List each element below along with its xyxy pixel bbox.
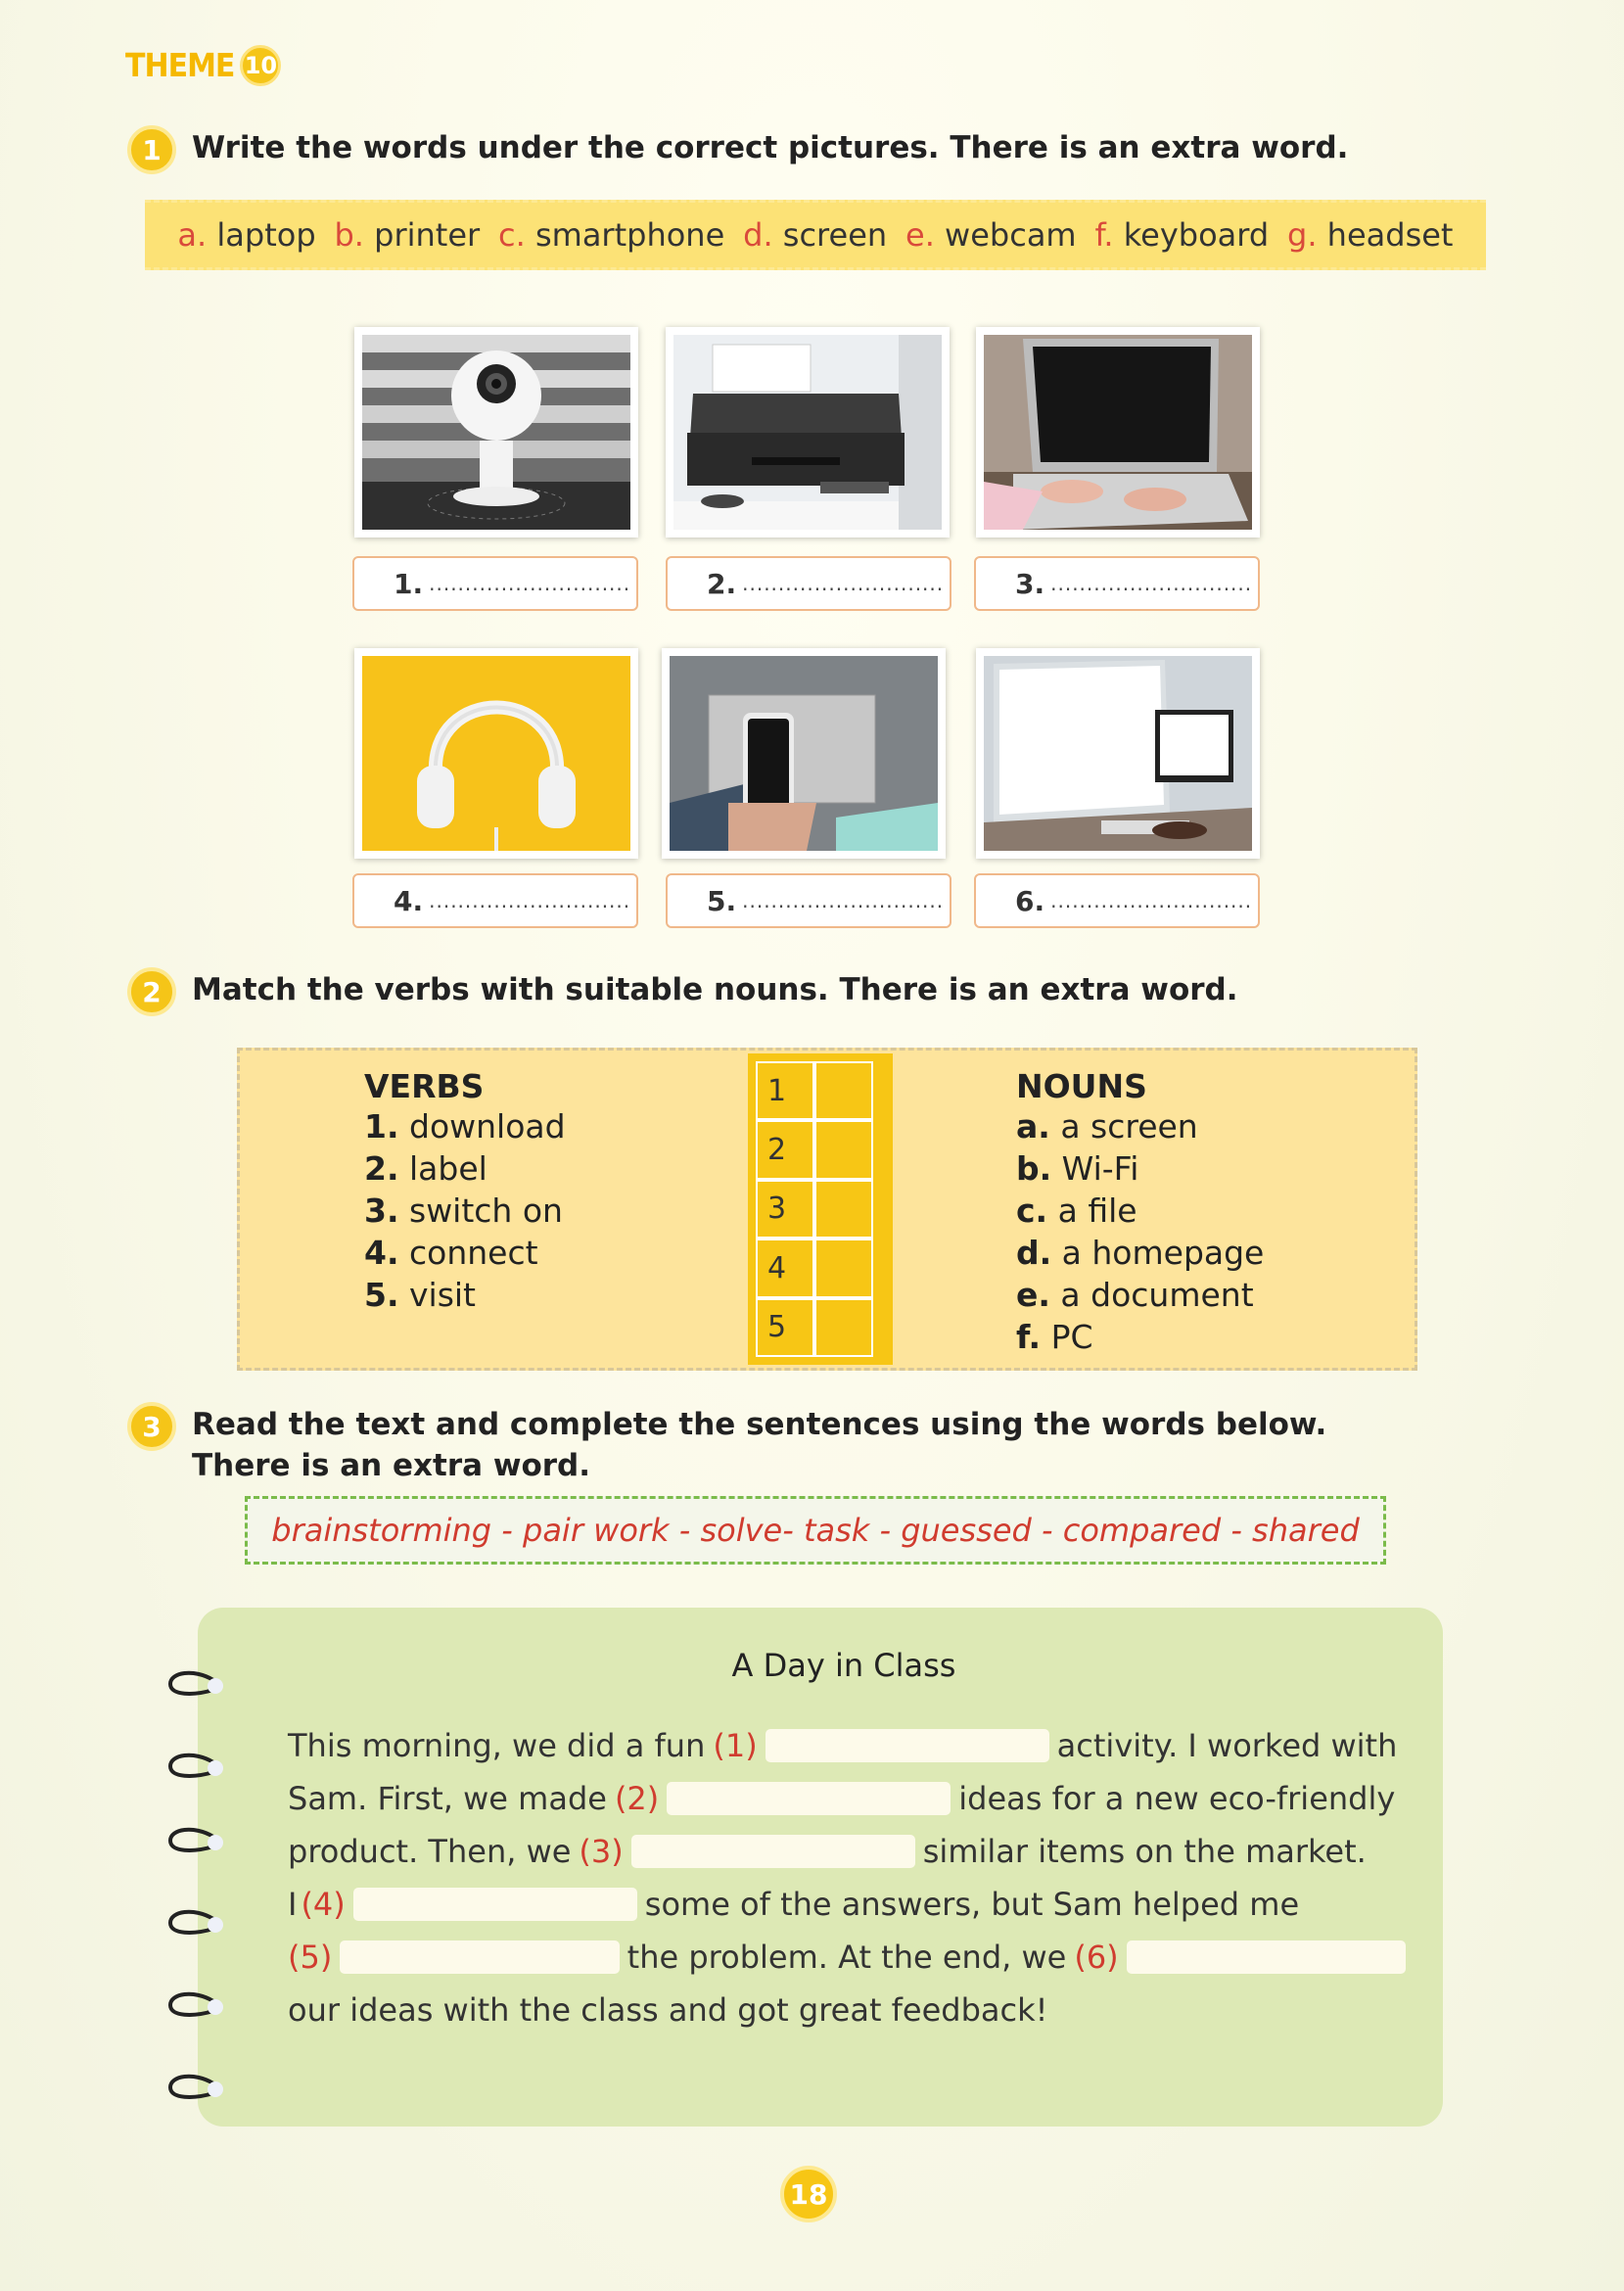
- verbs-title: VERBS: [364, 1067, 485, 1105]
- noun-item: b. Wi-Fi: [1016, 1149, 1139, 1188]
- theme-header: [125, 45, 281, 86]
- grid-answer-cell-1[interactable]: [814, 1061, 873, 1120]
- blank-number: (6): [1074, 1939, 1119, 1976]
- blank-field-5[interactable]: [340, 1940, 619, 1974]
- verb-item: 3. switch on: [364, 1192, 563, 1230]
- word-bank-item: b. printer: [334, 216, 481, 254]
- verb-item: 5. visit: [364, 1276, 476, 1314]
- laptop-picture: [976, 327, 1260, 538]
- story-line: Sam. First, we made (2) ideas for a new eco-friendly: [288, 1772, 1414, 1825]
- grid-number: 1: [756, 1061, 814, 1120]
- blank-field-2[interactable]: [667, 1782, 951, 1815]
- exercise-instruction: Match the verbs with suitable nouns. There is an extra word.: [192, 972, 1238, 1007]
- answer-field-2[interactable]: 2. ............................: [666, 556, 951, 611]
- blank-field-6[interactable]: [1127, 1940, 1406, 1974]
- verb-item: 4. connect: [364, 1234, 538, 1272]
- laptop-icon: [984, 335, 1252, 530]
- exercise-instruction: Read the text and complete the sentences using the words below. There is an extra word.: [192, 1407, 1327, 1483]
- answer-field-4[interactable]: 4. ............................: [352, 873, 638, 928]
- theme-label: THEME: [125, 46, 235, 85]
- word-bank-item: c. smartphone: [498, 216, 725, 254]
- answer-field-1[interactable]: 1. ............................: [352, 556, 638, 611]
- nouns-column: [1016, 1067, 1264, 1358]
- blank-field-3[interactable]: [631, 1835, 915, 1868]
- verb-item: 1. download: [364, 1107, 566, 1146]
- exercise-number: 3: [127, 1402, 176, 1451]
- blank-number: (4): [301, 1886, 346, 1923]
- grid-number: 2: [756, 1120, 814, 1179]
- story-line: (5) the problem. At the end, we (6): [288, 1931, 1414, 1984]
- blank-number: (3): [579, 1833, 624, 1870]
- blank-field-1[interactable]: [766, 1729, 1049, 1762]
- smartphone-icon: [670, 656, 938, 851]
- grid-number: 4: [756, 1239, 814, 1297]
- webcam-icon: [362, 335, 630, 530]
- smartphone-picture: [662, 648, 946, 859]
- noun-item: a. a screen: [1016, 1107, 1198, 1146]
- headset-icon: [362, 656, 630, 851]
- answer-grid: [748, 1053, 893, 1365]
- word-bank: [145, 200, 1486, 270]
- answer-field-6[interactable]: 6. ............................: [974, 873, 1260, 928]
- exercise-number: 2: [127, 967, 176, 1016]
- noun-item: c. a file: [1016, 1192, 1137, 1230]
- exercise-1-header: [127, 125, 1429, 174]
- spiral-ring-icon: [164, 2070, 227, 2109]
- word-bank-item: f. keyboard: [1094, 216, 1270, 254]
- blank-field-4[interactable]: [353, 1888, 637, 1921]
- screen-picture: [976, 648, 1260, 859]
- spiral-ring-icon: [164, 1749, 227, 1788]
- spiral-ring-icon: [164, 1905, 227, 1944]
- grid-answer-cell-4[interactable]: [814, 1239, 873, 1297]
- spiral-ring-icon: [164, 1987, 227, 2027]
- story-line: product. Then, we (3) similar items on the market.: [288, 1825, 1414, 1878]
- screen-icon: [984, 656, 1252, 851]
- blank-number: (2): [614, 1780, 660, 1817]
- nouns-title: NOUNS: [1016, 1067, 1147, 1105]
- word-bank-item: e. webcam: [905, 216, 1077, 254]
- printer-picture: [666, 327, 950, 538]
- headset-picture: [354, 648, 638, 859]
- story-line: This morning, we did a fun (1) activity. I worked with: [288, 1719, 1414, 1772]
- page-number: 18: [780, 2166, 837, 2222]
- answer-field-3[interactable]: 3. ............................: [974, 556, 1260, 611]
- webcam-picture: [354, 327, 638, 538]
- word-bank-item: d. screen: [743, 216, 888, 254]
- story-title: A Day in Class: [731, 1647, 956, 1684]
- exercise-number: 1: [127, 125, 176, 174]
- word-bank-item: g. headset: [1287, 216, 1454, 254]
- answer-field-5[interactable]: 5. ............................: [666, 873, 951, 928]
- story-line: our ideas with the class and got great feedback!: [288, 1991, 1048, 2029]
- noun-item: e. a document: [1016, 1276, 1254, 1314]
- story-line: I (4) some of the answers, but Sam helped me: [288, 1878, 1414, 1931]
- exercise-3-header: [127, 1402, 1429, 1486]
- word-strip: [245, 1496, 1386, 1565]
- spiral-ring-icon: [164, 1823, 227, 1862]
- story-text: [288, 1719, 1414, 2036]
- verb-item: 2. label: [364, 1149, 487, 1188]
- blank-number: (1): [713, 1727, 758, 1764]
- verbs-column: [364, 1067, 566, 1316]
- word-strip-text: brainstorming - pair work - solve- task - guessed - compared - shared: [271, 1512, 1360, 1549]
- exercise-2-header: [127, 967, 1429, 1016]
- grid-number: 3: [756, 1180, 814, 1239]
- printer-icon: [673, 335, 942, 530]
- word-bank-item: a. laptop: [177, 216, 316, 254]
- noun-item: f. PC: [1016, 1318, 1093, 1356]
- grid-number: 5: [756, 1298, 814, 1357]
- exercise-instruction: Write the words under the correct pictures. There is an extra word.: [192, 130, 1349, 165]
- grid-answer-cell-2[interactable]: [814, 1120, 873, 1179]
- grid-answer-cell-5[interactable]: [814, 1298, 873, 1357]
- noun-item: d. a homepage: [1016, 1234, 1265, 1272]
- blank-number: (5): [288, 1939, 333, 1976]
- grid-answer-cell-3[interactable]: [814, 1180, 873, 1239]
- theme-number: 10: [240, 45, 281, 86]
